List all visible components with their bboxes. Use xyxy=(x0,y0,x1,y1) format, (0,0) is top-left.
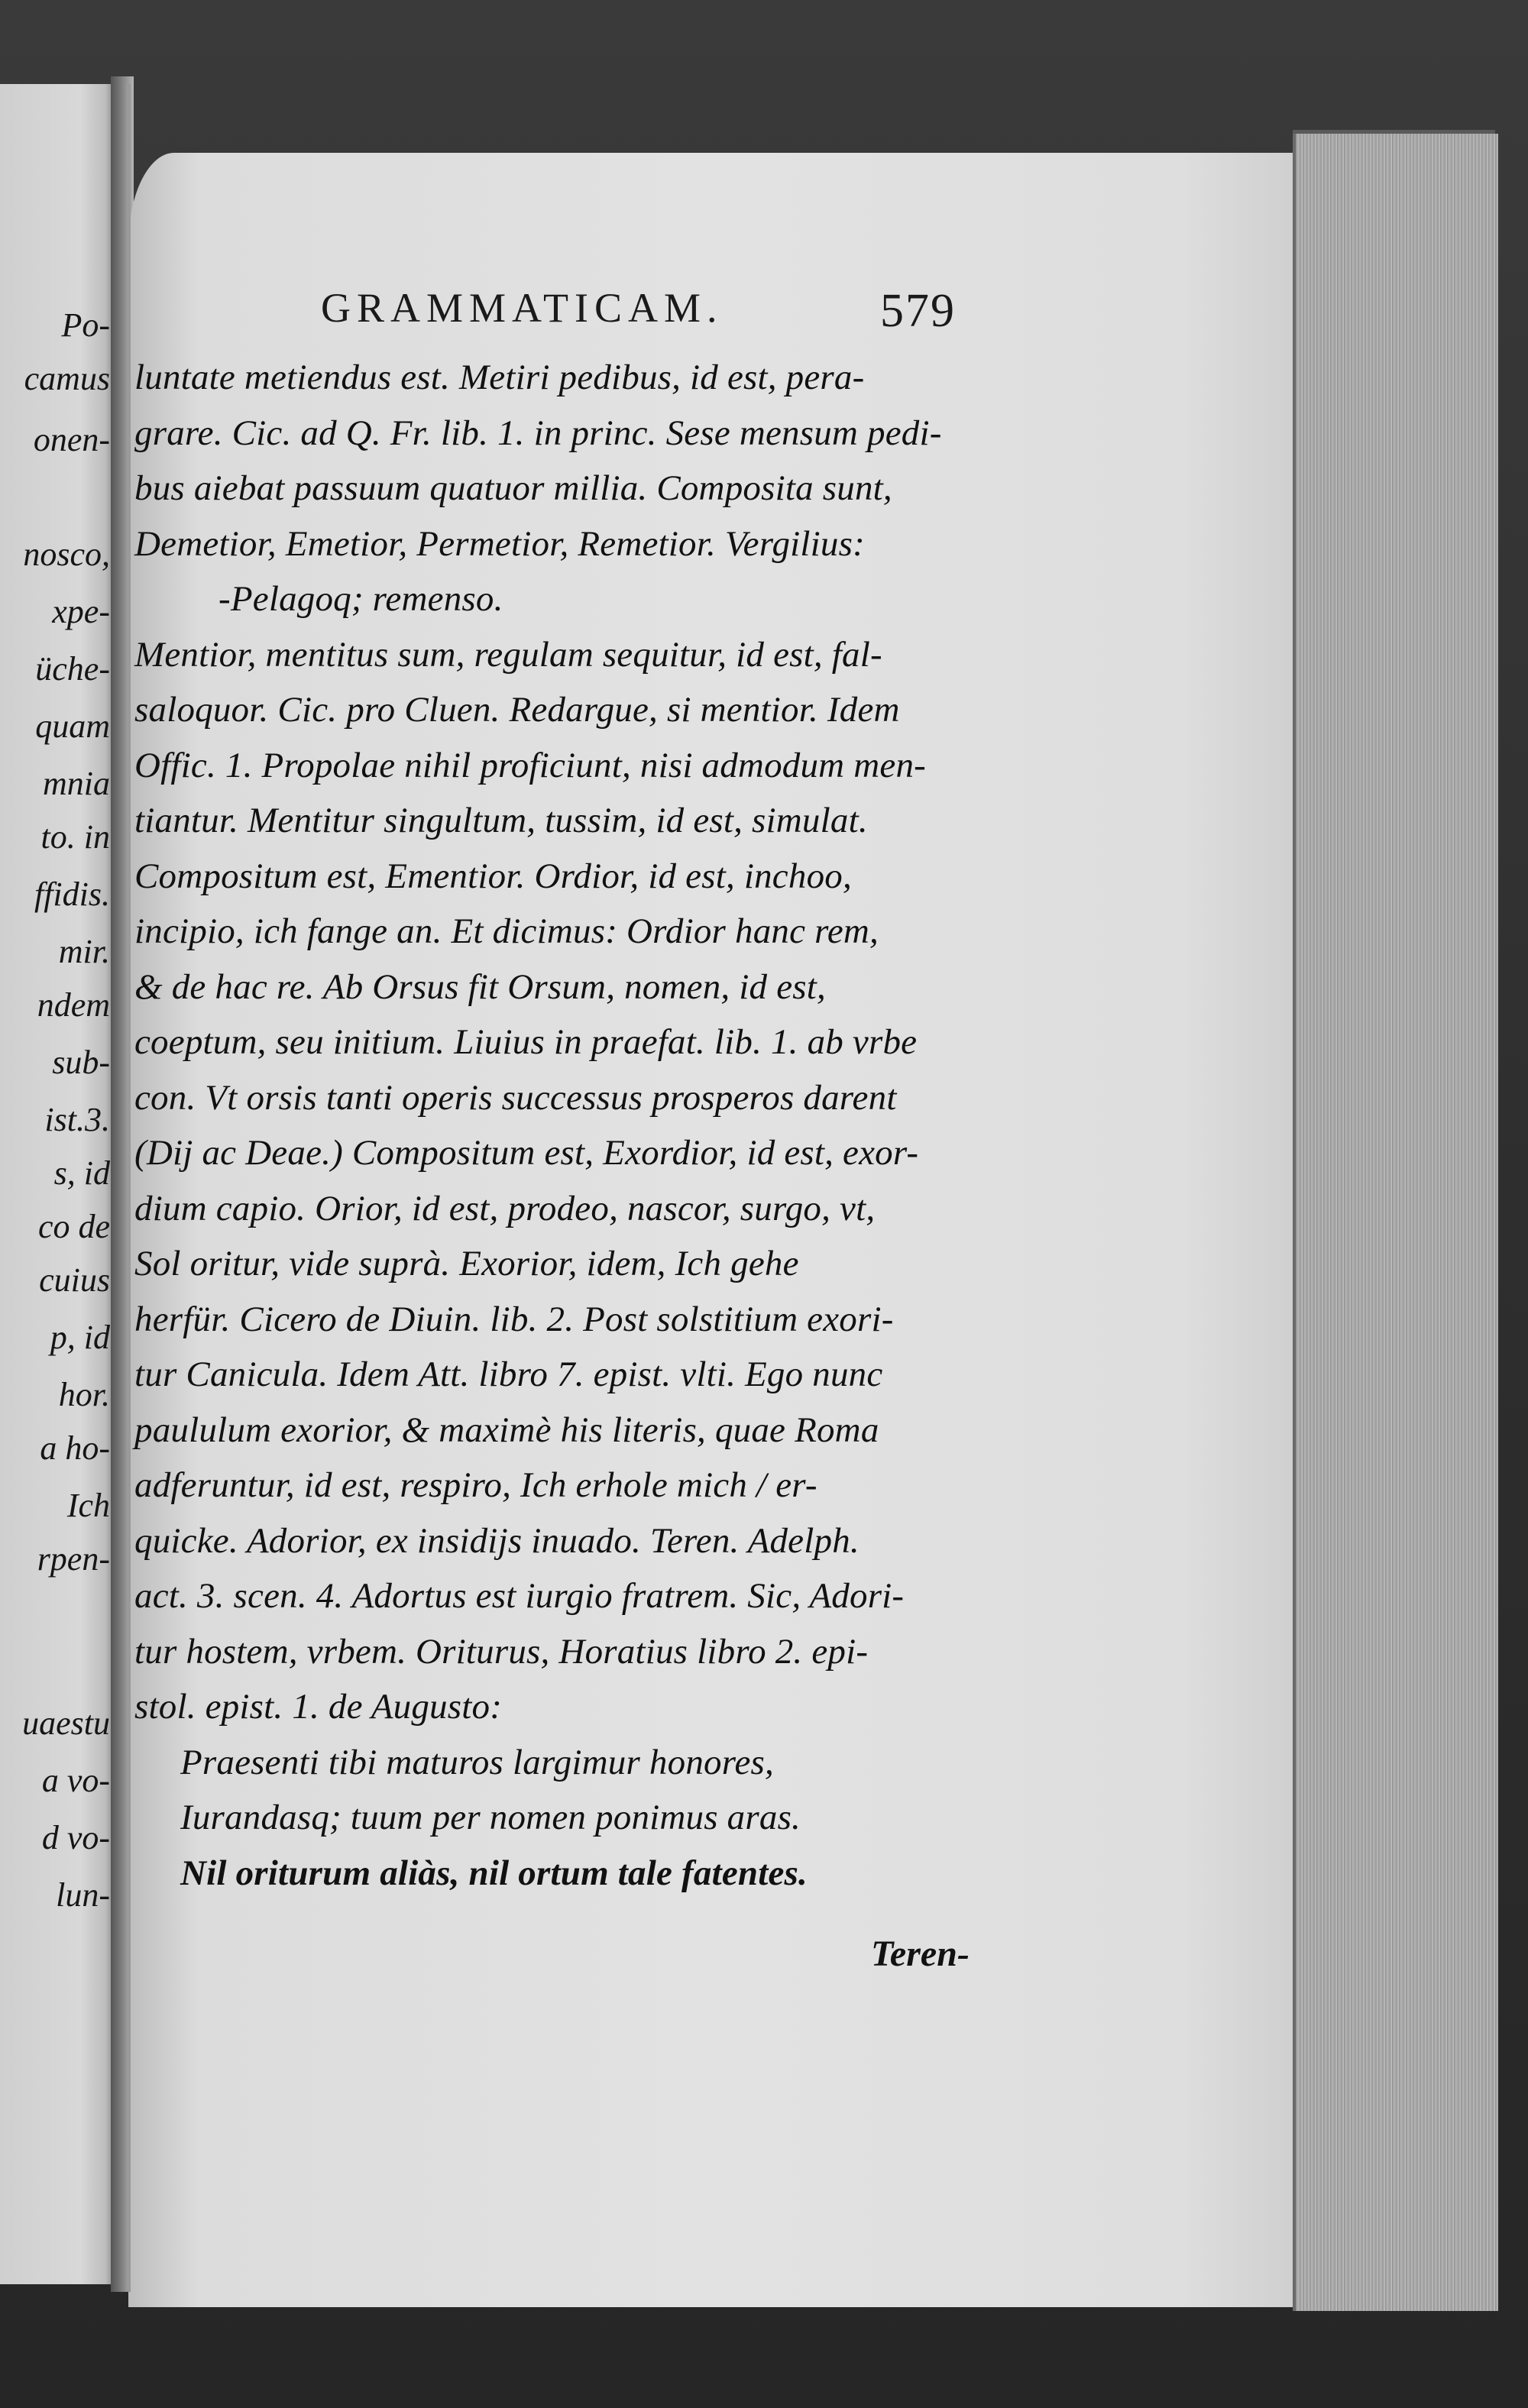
left-page-fragment: sub- xyxy=(52,1044,110,1081)
left-page-fragment: to. in xyxy=(40,818,110,856)
left-page-fragment: ndem xyxy=(37,986,110,1024)
left-page-fragment: Po- xyxy=(61,306,110,344)
left-page-fragment: a ho- xyxy=(40,1429,110,1467)
text-line: & de hac re. Ab Orsus fit Orsum, nomen, id est, xyxy=(134,966,826,1007)
left-page-fragment: mnia xyxy=(43,765,110,802)
left-page-fragment: xpe- xyxy=(52,593,110,630)
left-page-fragment: üche- xyxy=(35,650,110,688)
verse-line: Praesenti tibi maturos largimur honores, xyxy=(180,1742,774,1782)
text-line: bus aiebat passuum quatuor millia. Composita sunt, xyxy=(134,468,892,508)
text-line: con. Vt orsis tanti operis successus prosperos darent xyxy=(134,1077,897,1118)
left-page-fragment: lun- xyxy=(56,1876,110,1914)
text-line: paululum exorior, & maximè his literis, quae Roma xyxy=(134,1410,879,1450)
left-page-fragment: ffidis. xyxy=(34,875,110,913)
text-line: Offic. 1. Propolae nihil proficiunt, nisi admodum men- xyxy=(134,745,927,785)
left-page-fragment: nosco, xyxy=(23,536,110,573)
left-page-fragment: p, id xyxy=(50,1319,110,1356)
left-page-fragment: quam xyxy=(35,707,110,745)
text-line: herfür. Cicero de Diuin. lib. 2. Post solstitium exori- xyxy=(134,1299,894,1339)
text-line: act. 3. scen. 4. Adortus est iurgio fratrem. Sic, Adori- xyxy=(134,1576,905,1616)
left-page-fragment: cuius xyxy=(39,1261,110,1299)
verse-line: Nil oriturum aliàs, nil ortum tale fatentes. xyxy=(180,1853,808,1893)
left-page-fragment: onen- xyxy=(33,421,110,458)
text-line: quicke. Adorior, ex insidijs inuado. Teren. Adelph. xyxy=(134,1520,860,1561)
text-line: tur Canicula. Idem Att. libro 7. epist. vlti. Ego nunc xyxy=(134,1354,883,1394)
text-line: Compositum est, Ementior. Ordior, id est, inchoo, xyxy=(134,856,852,896)
body-text xyxy=(134,350,1005,1901)
text-line: tur hostem, vrbem. Oriturus, Horatius libro 2. epi- xyxy=(134,1631,869,1672)
left-page-fragment: s, id xyxy=(53,1154,110,1192)
left-page-fragment: hor. xyxy=(58,1376,110,1413)
text-line: adferuntur, id est, respiro, Ich erhole mich / er- xyxy=(134,1465,817,1505)
left-page-fragment: camus xyxy=(24,360,110,397)
running-head: GRAMMATICAM. xyxy=(321,285,724,331)
text-line: grare. Cic. ad Q. Fr. lib. 1. in princ. Sese mensum pedi- xyxy=(134,413,942,453)
text-line: Mentior, mentitus sum, regulam sequitur, id est, fal- xyxy=(134,634,882,675)
text-line: luntate metiendus est. Metiri pedibus, id est, pera- xyxy=(134,358,865,397)
left-page-fragment: a vo- xyxy=(41,1762,110,1799)
left-page-fragment: co de xyxy=(37,1208,110,1245)
catchword: Teren- xyxy=(871,1934,970,1974)
left-page-fragment: rpen- xyxy=(37,1540,110,1578)
verse-line: -Pelagoq; remenso. xyxy=(219,579,503,619)
verse-line: Iurandasq; tuum per nomen ponimus aras. xyxy=(180,1798,801,1837)
left-page-fragment: Ich xyxy=(66,1487,110,1524)
text-line: Sol oritur, vide suprà. Exorior, idem, Ich gehe xyxy=(134,1244,799,1283)
left-page-fragment: d vo- xyxy=(41,1819,110,1856)
text-line: Demetior, Emetior, Permetior, Remetior. Vergilius: xyxy=(134,523,865,564)
facing-page-left xyxy=(0,84,115,2284)
left-page-fragment: mir. xyxy=(58,933,110,970)
text-line: tiantur. Mentitur singultum, tussim, id est, simulat. xyxy=(134,801,868,840)
text-line: incipio, ich fange an. Et dicimus: Ordior hanc rem, xyxy=(134,911,879,951)
text-line: (Dij ac Deae.) Compositum est, Exordior, id est, exor- xyxy=(134,1133,919,1173)
page-number: 579 xyxy=(880,285,956,337)
page-fold-shadow xyxy=(126,84,131,2292)
text-line: saloquor. Cic. pro Cluen. Redargue, si mentior. Idem xyxy=(134,690,900,730)
left-page-fragment: ist.3. xyxy=(44,1101,110,1138)
left-page-fragment: uaestu xyxy=(22,1704,110,1742)
text-line: coeptum, seu initium. Liuius in praefat. lib. 1. ab vrbe xyxy=(134,1022,918,1062)
page-block-edges xyxy=(1293,134,1498,2311)
text-line: dium capio. Orior, id est, prodeo, nascor, surgo, vt, xyxy=(134,1188,876,1228)
text-line: stol. epist. 1. de Augusto: xyxy=(134,1687,503,1727)
